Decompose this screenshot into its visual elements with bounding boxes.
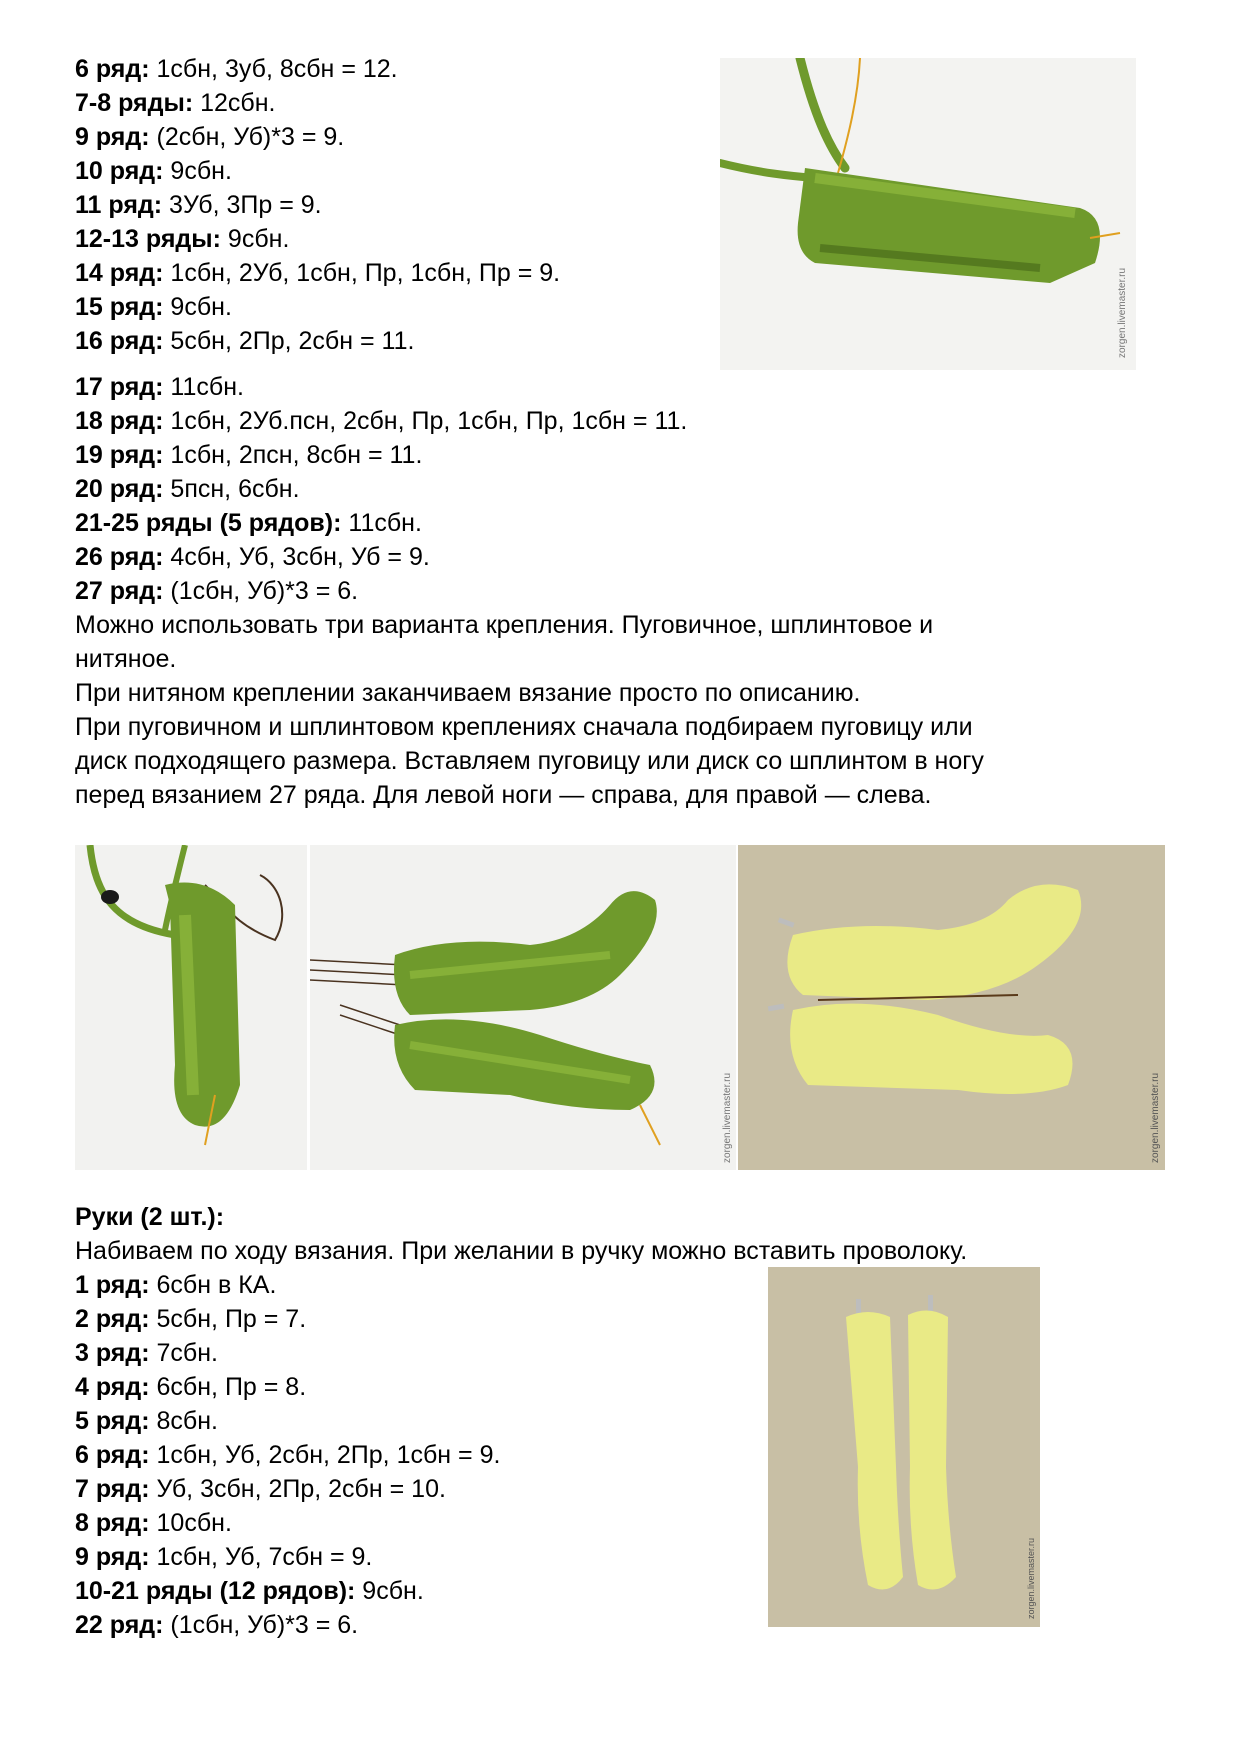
leg-row: 14 ряд: 1сбн, 2Уб, 1сбн, Пр, 1сбн, Пр = 9.	[75, 259, 561, 287]
leg-row: 7-8 ряды: 12сбн.	[75, 89, 276, 117]
leg-row: 15 ряд: 9сбн.	[75, 293, 232, 321]
leg-row: 18 ряд: 1сбн, 2Уб.псн, 2сбн, Пр, 1сбн, Пр, 1сбн = 11.	[75, 407, 688, 435]
arm-row: 9 ряд: 1сбн, Уб, 7сбн = 9.	[75, 1543, 373, 1571]
paragraph-line: перед вязанием 27 ряда. Для левой ноги — справа, для правой — слева.	[75, 781, 932, 809]
arm-row: 10-21 ряды (12 рядов): 9сбн.	[75, 1577, 424, 1605]
leg-row: 17 ряд: 11сбн.	[75, 373, 244, 401]
arms-intro: Набиваем по ходу вязания. При желании в ручку можно вставить проволоку.	[75, 1237, 968, 1265]
arm-row: 4 ряд: 6сбн, Пр = 8.	[75, 1373, 307, 1401]
leg-row: 26 ряд: 4сбн, Уб, 3сбн, Уб = 9.	[75, 543, 430, 571]
arms-heading: Руки (2 шт.):	[75, 1203, 225, 1231]
paragraph-line: нитяное.	[75, 645, 177, 673]
paragraph-line: диск подходящего размера. Вставляем пуговицу или диск со шплинтом в ногу	[75, 747, 984, 775]
watermark-text: zorgen.livemaster.ru	[1026, 1537, 1036, 1619]
legs-photo-yellow	[738, 845, 1165, 1170]
leg-row: 21-25 ряды (5 рядов): 11сбн.	[75, 509, 422, 537]
arm-row: 2 ряд: 5сбн, Пр = 7.	[75, 1305, 307, 1333]
arm-row: 1 ряд: 6сбн в КА.	[75, 1271, 277, 1299]
leg-row: 10 ряд: 9сбн.	[75, 157, 232, 185]
arm-row: 22 ряд: (1сбн, Уб)*3 = 6.	[75, 1611, 359, 1639]
leg-row: 11 ряд: 3Уб, 3Пр = 9.	[75, 191, 322, 219]
paragraph-line: При нитяном креплении заканчиваем вязание просто по описанию.	[75, 679, 861, 707]
leg-row: 6 ряд: 1сбн, 3уб, 8сбн = 12.	[75, 55, 398, 83]
leg-row: 20 ряд: 5псн, 6сбн.	[75, 475, 300, 503]
leg-row: 12-13 ряды: 9сбн.	[75, 225, 290, 253]
legs-photo-cotter-pins	[310, 845, 736, 1170]
leg-row: 27 ряд: (1сбн, Уб)*3 = 6.	[75, 577, 359, 605]
leg-photo-single	[720, 58, 1136, 370]
watermark-text: zorgen.livemaster.ru	[1117, 267, 1128, 358]
paragraph-line: При пуговичном и шплинтовом креплениях сначала подбираем пуговицу или	[75, 713, 973, 741]
arm-row: 7 ряд: Уб, 3сбн, 2Пр, 2сбн = 10.	[75, 1475, 446, 1503]
leg-photo-button-joint	[75, 845, 307, 1170]
paragraph-line: Можно использовать три варианта крепления. Пуговичное, шплинтовое и	[75, 611, 934, 639]
arm-row: 6 ряд: 1сбн, Уб, 2сбн, 2Пр, 1сбн = 9.	[75, 1441, 501, 1469]
arm-row: 8 ряд: 10сбн.	[75, 1509, 232, 1537]
arms-photo-yellow	[768, 1267, 1040, 1627]
watermark-text: zorgen.livemaster.ru	[722, 1072, 733, 1163]
leg-row: 16 ряд: 5сбн, 2Пр, 2сбн = 11.	[75, 327, 415, 355]
leg-row: 9 ряд: (2сбн, Уб)*3 = 9.	[75, 123, 345, 151]
arm-row: 5 ряд: 8сбн.	[75, 1407, 218, 1435]
leg-row: 19 ряд: 1сбн, 2псн, 8сбн = 11.	[75, 441, 423, 469]
watermark-text: zorgen.livemaster.ru	[1150, 1072, 1161, 1163]
arm-row: 3 ряд: 7сбн.	[75, 1339, 218, 1367]
